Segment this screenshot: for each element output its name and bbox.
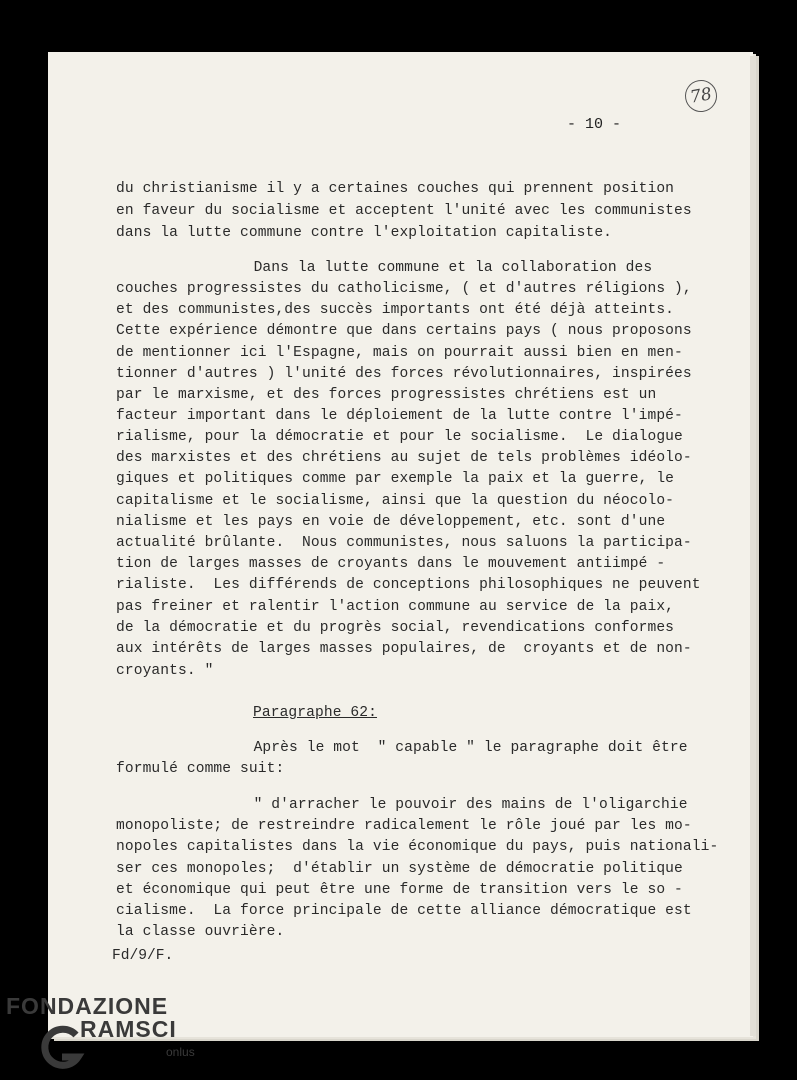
text-line: de mentionner ici l'Espagne, mais on pourrait aussi bien en men- xyxy=(116,345,683,361)
page-number: - 10 - xyxy=(567,116,622,133)
gramsci-g-logo-icon xyxy=(36,1023,86,1073)
text-line: tionner d'autres ) l'unité des forces révolutionnaires, inspirées xyxy=(116,366,692,382)
watermark-line-2: RAMSCI xyxy=(80,1016,177,1042)
text-line: et des communistes,des succès importants ont été déjà atteints. xyxy=(116,302,675,318)
text-line: monopoliste; de restreindre radicalement le rôle joué par les mo- xyxy=(116,818,692,834)
text-line: en faveur du socialisme et acceptent l'unité avec les communistes xyxy=(116,203,692,219)
text-line: formulé comme suit: xyxy=(116,761,285,777)
archive-stamp: 78 xyxy=(682,77,719,114)
text-line: tion de larges masses de croyants dans le mouvement antiimpé - xyxy=(116,556,666,572)
text-line: nialisme et les pays en voie de développement, etc. sont d'une xyxy=(116,514,666,530)
fondazione-gramsci-watermark xyxy=(6,993,206,1073)
document-reference: Fd/9/F. xyxy=(112,948,174,964)
text-line: Dans la lutte commune et la collaboration des xyxy=(165,260,653,276)
text-line: ser ces monopoles; d'établir un système de démocratie politique xyxy=(116,861,683,877)
text-line: rialiste. Les différends de conceptions philosophiques ne peuvent xyxy=(116,577,701,593)
text-line: actualité brûlante. Nous communistes, nous saluons la participa- xyxy=(116,535,692,551)
text-line: aux intérêts de larges masses populaires, de croyants et de non- xyxy=(116,641,692,657)
text-line: rialisme, pour la démocratie et pour le socialisme. Le dialogue xyxy=(116,429,683,445)
text-line: de la démocratie et du progrès social, revendications conformes xyxy=(116,620,675,636)
text-line: giques et politiques comme par exemple la paix et la guerre, le xyxy=(116,471,675,487)
text-line: Cette expérience démontre que dans certains pays ( nous proposons xyxy=(116,323,692,339)
text-line: nopoles capitalistes dans la vie économique du pays, puis nationali- xyxy=(116,839,719,855)
text-line: la classe ouvrière. xyxy=(116,924,285,940)
text-line: par le marxisme, et des forces progressistes chrétiens est un xyxy=(116,387,657,403)
text-line: " d'arracher le pouvoir des mains de l'oligarchie xyxy=(165,797,688,813)
text-line: des marxistes et des chrétiens au sujet de tels problèmes idéolo- xyxy=(116,450,692,466)
section-heading: Paragraphe 62: xyxy=(253,705,378,721)
page-edge xyxy=(750,56,756,1036)
text-line: du christianisme il y a certaines couches qui prennent position xyxy=(116,181,675,197)
text-line: croyants. " xyxy=(116,663,214,679)
watermark-onlus: onlus xyxy=(166,1045,195,1059)
text-line: dans la lutte commune contre l'exploitation capitaliste. xyxy=(116,225,613,241)
text-line: pas freiner et ralentir l'action commune au service de la paix, xyxy=(116,599,675,615)
text-line: et économique qui peut être une forme de transition vers le so - xyxy=(116,882,683,898)
text-line: Après le mot " capable " le paragraphe doit être xyxy=(165,740,688,756)
text-line: cialisme. La force principale de cette alliance démocratique est xyxy=(116,903,692,919)
watermark-line-1: FONDAZIONE xyxy=(6,993,169,1019)
text-line: facteur important dans le déploiement de la lutte contre l'impé- xyxy=(116,408,683,424)
text-line: capitalisme et le socialisme, ainsi que la question du néocolo- xyxy=(116,493,675,509)
text-line: couches progressistes du catholicisme, ( et d'autres réligions ), xyxy=(116,281,692,297)
